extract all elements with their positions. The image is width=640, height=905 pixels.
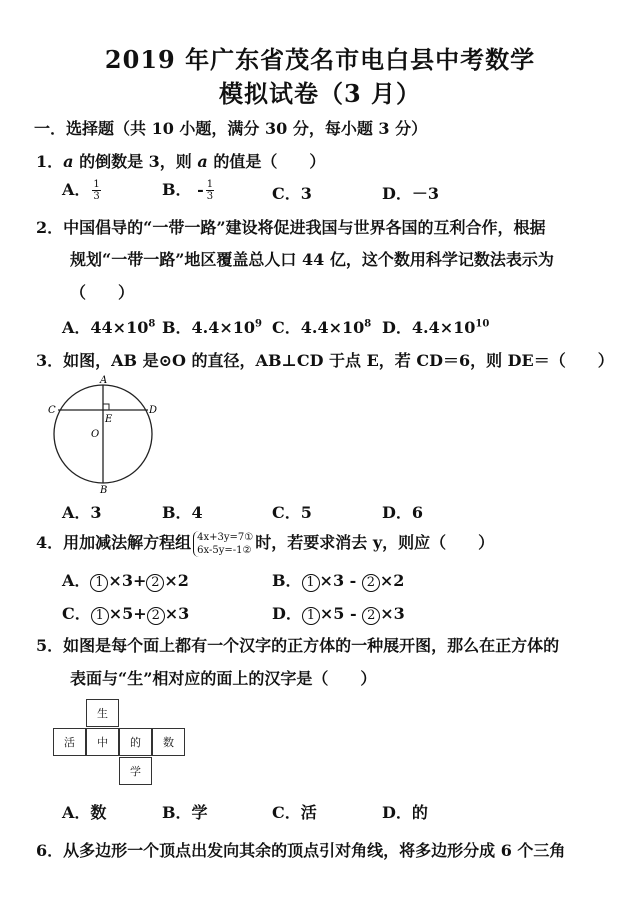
- q1-option-c[interactable]: C．3: [272, 184, 312, 203]
- net-cell-3: 的: [119, 728, 152, 756]
- q1-option-b[interactable]: B． - $\frac{1}{3}$: [162, 179, 214, 202]
- q2-stem-line-1: 2．中国倡导的“一带一路”建设将促进我国与世界各国的互利合作，根据: [36, 218, 546, 237]
- q2-stem-line-2: 规划“一带一路”地区覆盖总人口 44 亿，这个数用科学记数法表示为: [70, 250, 554, 269]
- q1-stem: 1．a 的倒数是 3，则 a 的值是（ ）: [36, 152, 326, 171]
- q3-option-c[interactable]: C．5: [272, 503, 312, 522]
- q4-option-a[interactable]: A． 1 ×3+ 2 ×2: [62, 571, 189, 590]
- q5-stem-line-2: 表面与“生”相对应的面上的汉字是（ ）: [70, 669, 377, 688]
- label-c: C: [48, 405, 56, 416]
- q1-option-d[interactable]: D．－3: [382, 184, 440, 203]
- q5-stem-line-1: 5．如图是每个面上都有一个汉字的正方体的一种展开图，那么在正方体的: [36, 636, 560, 655]
- net-cell-4: 数: [152, 728, 185, 756]
- q5-option-d[interactable]: D．的: [382, 803, 428, 822]
- label-d: D: [149, 405, 158, 416]
- net-cell-1: 活: [53, 728, 86, 756]
- net-cell-bottom: 学: [119, 757, 152, 785]
- q2-stem-line-3: （ ）: [70, 283, 135, 302]
- q2-option-a[interactable]: A．$44\times 10^8$: [62, 318, 156, 337]
- section-1-heading: 一．选择题（共 10 小题，满分 30 分，每小题 3 分）: [34, 119, 428, 138]
- label-a: A: [100, 375, 108, 386]
- label-b: B: [100, 485, 108, 494]
- q2-option-d[interactable]: D．$4.4\times 10^{10}$: [382, 318, 490, 337]
- q1-option-a[interactable]: A． $\frac{1}{3}$: [62, 179, 100, 202]
- q3-option-a[interactable]: A．3: [62, 503, 102, 522]
- q4-option-c[interactable]: C． 1 ×5+ 2 ×3: [62, 604, 190, 623]
- circle-diagram: [48, 374, 160, 494]
- q2-option-b[interactable]: B．$4.4\times 10^9$: [162, 318, 263, 337]
- fraction: $\frac{1}{3}$: [206, 179, 214, 202]
- net-cell-top: 生: [86, 699, 119, 727]
- title-line-2: 模拟试卷（3 月）: [218, 79, 422, 108]
- q3-option-b[interactable]: B．4: [162, 503, 203, 522]
- label-o: O: [91, 429, 100, 440]
- q2-option-c[interactable]: C．$4.4\times 10^8$: [272, 318, 372, 337]
- title-line-1: 2019 年广东省茂名市电白县中考数学: [104, 45, 536, 74]
- q6-stem-line-1: 6．从多边形一个顶点出发向其余的顶点引对角线，将多边形分成 6 个三角: [36, 841, 566, 860]
- fraction: $\frac{1}{3}$: [93, 179, 100, 202]
- q3-option-d[interactable]: D．6: [382, 503, 424, 522]
- q4-stem: 4．用加减法解方程组 4x+3y=7① 6x-5y=-1② 时，若要求消去 y，则应（ ）: [36, 531, 495, 556]
- label-e: E: [105, 414, 113, 425]
- net-cell-2: 中: [86, 728, 119, 756]
- q5-option-c[interactable]: C．活: [272, 803, 317, 822]
- equation-system: 4x+3y=7① 6x-5y=-1②: [193, 531, 253, 557]
- q5-option-a[interactable]: A．数: [62, 803, 107, 822]
- q3-stem: 3．如图，AB 是⊙O 的直径，AB⊥CD 于点 E，若 CD＝6，则 DE＝（ ）: [36, 351, 614, 370]
- q5-option-b[interactable]: B．学: [162, 803, 208, 822]
- q4-option-d[interactable]: D． 1 ×5 - 2 ×3: [272, 604, 405, 623]
- q4-option-b[interactable]: B． 1 ×3 - 2 ×2: [272, 571, 405, 590]
